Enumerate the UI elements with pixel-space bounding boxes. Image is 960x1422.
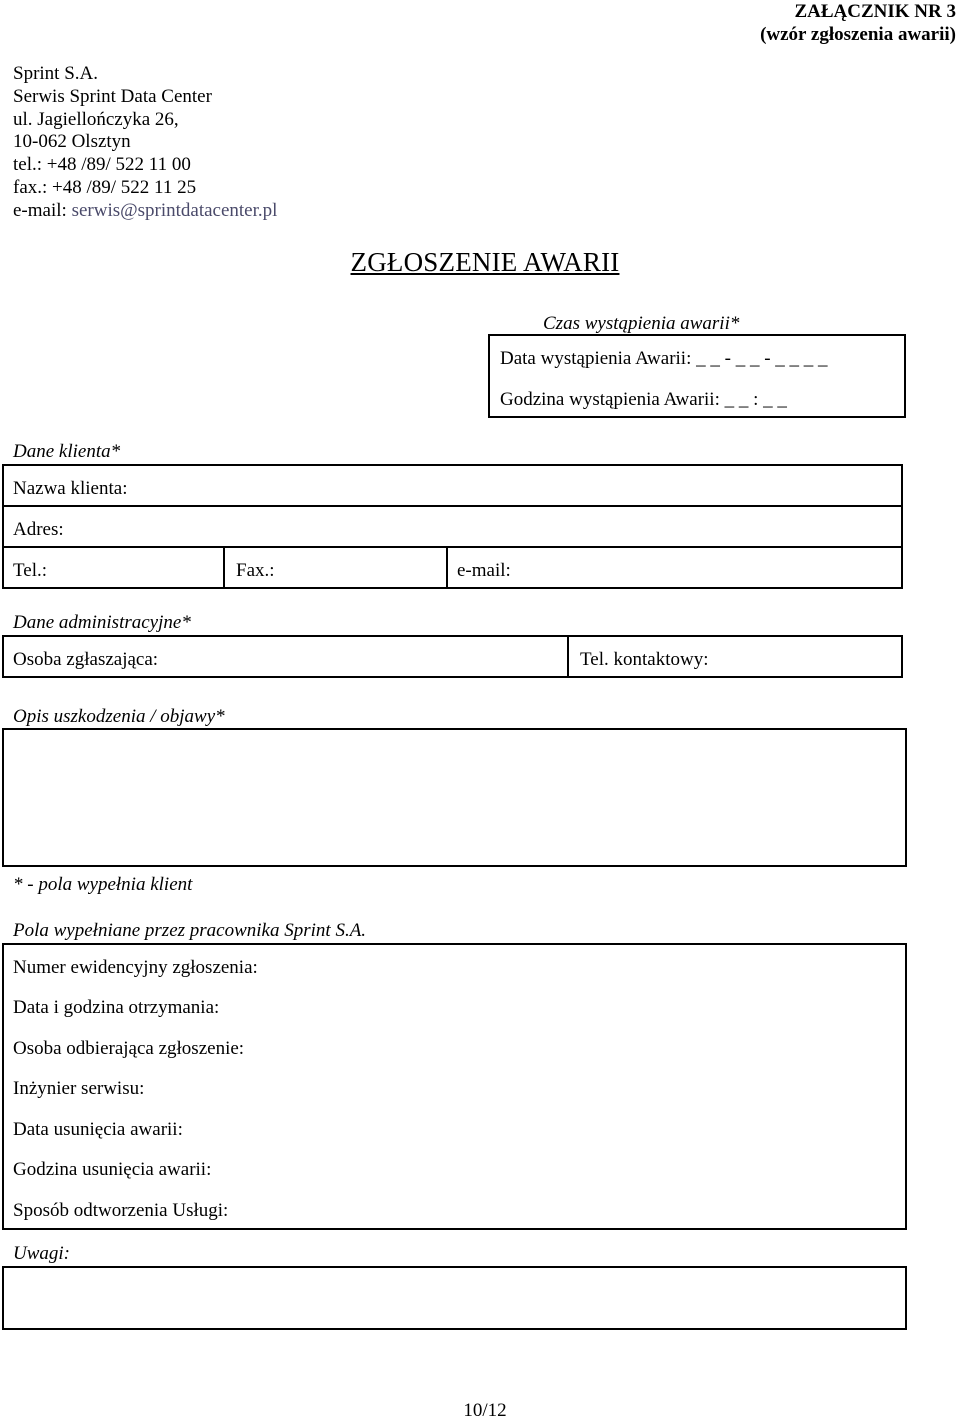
- notes-textarea[interactable]: [2, 1266, 907, 1330]
- attachment-header: [760, 0, 956, 46]
- staff-field-fix-hour[interactable]: Godzina usunięcia awarii:: [13, 1159, 212, 1180]
- staff-field-restoration-method[interactable]: Sposób odtworzenia Usługi:: [13, 1200, 229, 1221]
- reporter-field[interactable]: Osoba zgłaszająca:: [13, 649, 159, 670]
- staff-heading: Pola wypełniane przez pracownika Sprint S.A.: [13, 920, 367, 941]
- staff-field-fix-date[interactable]: Data usunięcia awarii:: [13, 1119, 183, 1140]
- description-textarea[interactable]: [2, 728, 907, 867]
- company-email-label: e-mail:: [13, 199, 72, 221]
- client-email-field[interactable]: e-mail:: [457, 560, 511, 581]
- company-name: Sprint S.A.: [13, 63, 98, 84]
- company-city: 10-062 Olsztyn: [13, 131, 131, 153]
- failure-date-field[interactable]: Data wystąpienia Awarii: _ _ - _ _ - _ _ _ _: [500, 348, 828, 369]
- company-service: Serwis Sprint Data Center: [13, 85, 212, 107]
- admin-col-divider: [567, 635, 569, 677]
- client-heading: Dane klienta*: [13, 441, 121, 462]
- client-divider-2: [2, 546, 903, 548]
- client-col-divider-1: [223, 546, 225, 588]
- client-address-field[interactable]: Adres:: [13, 519, 64, 540]
- failure-hour-field[interactable]: Godzina wystąpienia Awarii: _ _ : _ _: [500, 389, 787, 410]
- attachment-title: ZAŁĄCZNIK NR 3: [794, 1, 956, 22]
- description-heading: Opis uszkodzenia / objawy*: [13, 706, 225, 727]
- failure-time-heading: Czas wystąpienia awarii*: [543, 313, 740, 334]
- client-footnote: * - pola wypełnia klient: [13, 874, 193, 895]
- company-address: [13, 63, 277, 223]
- client-tel-field[interactable]: Tel.:: [13, 560, 48, 581]
- client-divider-1: [2, 505, 903, 507]
- client-table: [2, 464, 903, 589]
- client-col-divider-2: [446, 546, 448, 588]
- client-name-field[interactable]: Nazwa klienta:: [13, 478, 128, 499]
- contact-phone-field[interactable]: Tel. kontaktowy:: [580, 649, 709, 670]
- company-street: ul. Jagiellończyka 26,: [13, 108, 179, 130]
- admin-heading: Dane administracyjne*: [13, 612, 191, 633]
- company-email-link[interactable]: serwis@sprintdatacenter.pl: [71, 199, 278, 221]
- staff-field-registry-number[interactable]: Numer ewidencyjny zgłoszenia:: [13, 957, 258, 978]
- form-title: ZGŁOSZENIE AWARII: [350, 247, 620, 277]
- company-email: [13, 200, 277, 223]
- staff-field-receiver[interactable]: Osoba odbierająca zgłoszenie:: [13, 1038, 245, 1059]
- company-fax: fax.: +48 /89/ 522 11 25: [13, 176, 197, 198]
- company-tel: tel.: +48 /89/ 522 11 00: [13, 154, 191, 176]
- notes-heading: Uwagi:: [13, 1243, 70, 1264]
- staff-field-received-datetime[interactable]: Data i godzina otrzymania:: [13, 997, 220, 1018]
- staff-field-engineer[interactable]: Inżynier serwisu:: [13, 1078, 145, 1099]
- attachment-subtitle: (wzór zgłoszenia awarii): [760, 24, 956, 45]
- page-number: 10/12: [463, 1400, 507, 1421]
- client-fax-field[interactable]: Fax.:: [236, 560, 275, 581]
